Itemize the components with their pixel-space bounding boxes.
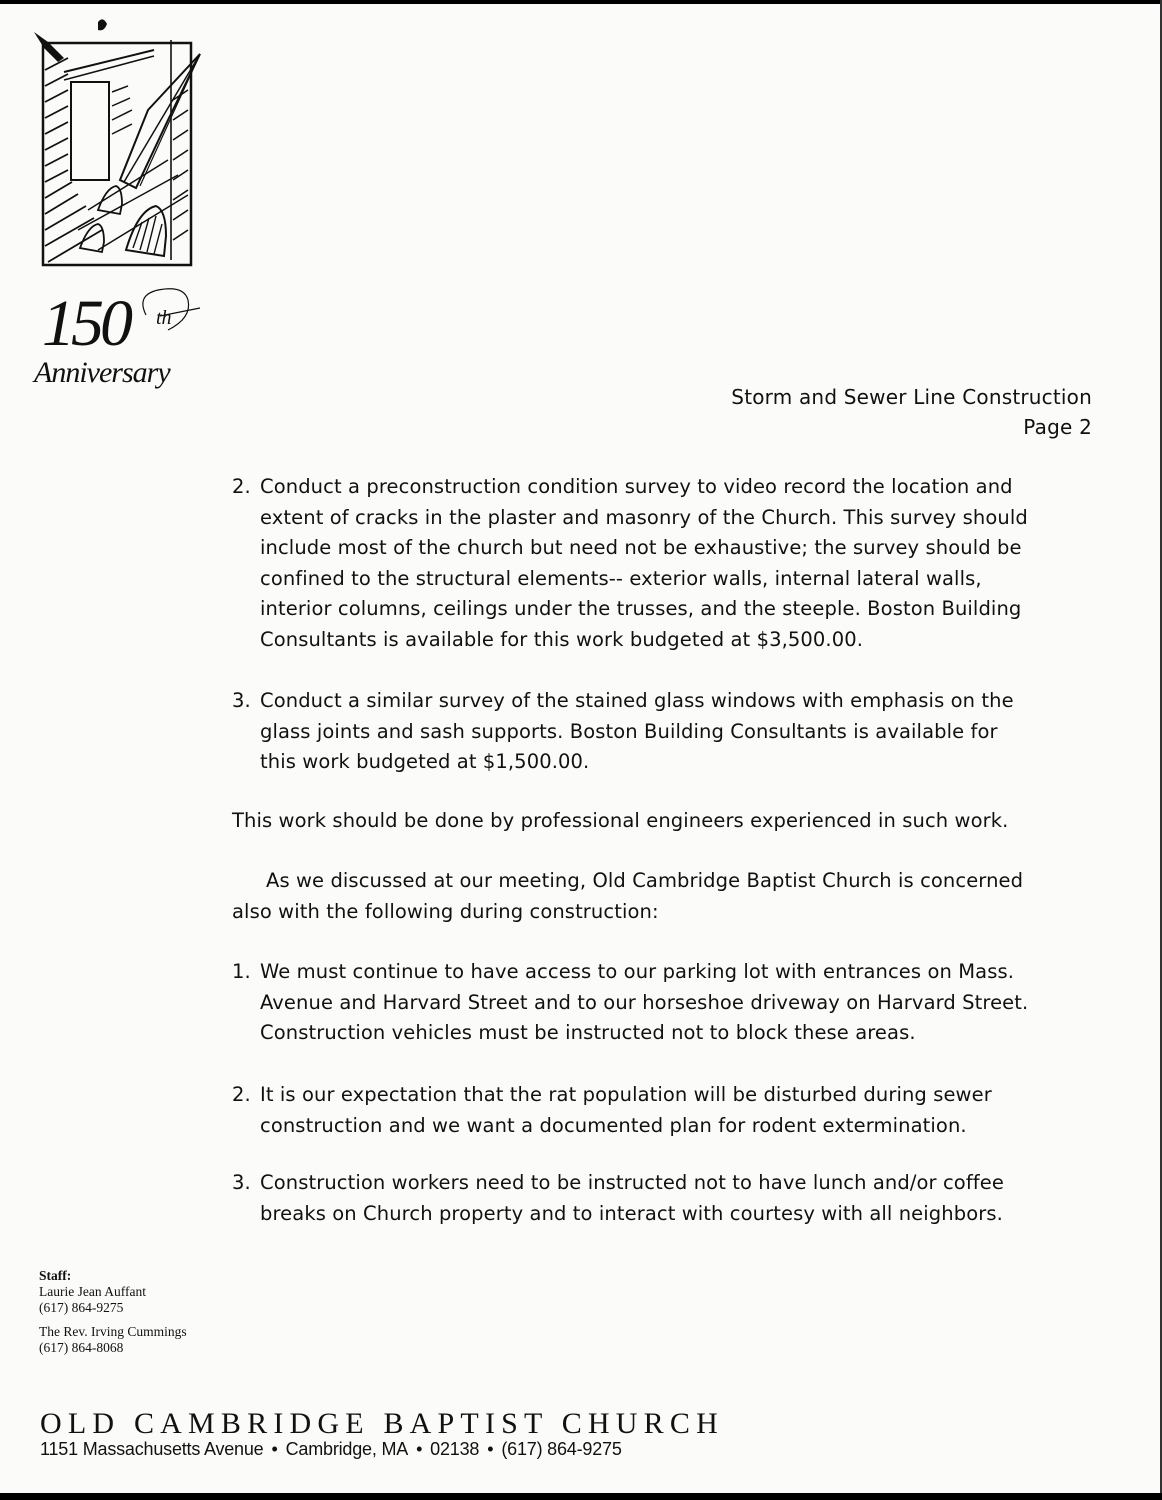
text-line: extent of cracks in the plaster and masonry of the Church. This survey should — [260, 505, 1028, 529]
letterhead-footer — [40, 1409, 724, 1459]
text-line: It is our expectation that the rat population will be disturbed during sewer — [260, 1083, 992, 1106]
text-line: glass joints and sash supports. Boston Building Consultants is available for — [260, 719, 998, 743]
concern-item — [232, 1080, 1112, 1141]
staff-label: Staff: — [39, 1268, 72, 1283]
church-steeple-illustration-icon — [28, 10, 208, 390]
letter-subject: Storm and Sewer Line Construction — [731, 385, 1092, 409]
staff-name: Laurie Jean Auffant — [39, 1284, 146, 1299]
text-line: include most of the church but need not be exhaustive; the survey should be — [260, 536, 1022, 559]
text-line: also with the following during construction: — [232, 899, 659, 923]
item-number: 1. — [232, 960, 251, 983]
concern-item — [232, 957, 1112, 1049]
text-line: this work budgeted at $1,500.00. — [260, 750, 590, 773]
scan-top-border — [0, 0, 1162, 4]
text-line: Construction vehicles must be instructed not to block these areas. — [260, 1021, 916, 1044]
survey-item — [232, 472, 1112, 655]
svg-text:th: th — [156, 307, 172, 329]
organization-name: OLD CAMBRIDGE BAPTIST CHURCH — [40, 1407, 724, 1440]
staff-phone: (617) 864-9275 — [39, 1300, 124, 1315]
survey-item — [232, 686, 1112, 778]
text-line: This work should be done by professional engineers experienced in such work. — [232, 809, 1009, 832]
concern-intro — [232, 866, 1112, 927]
text-line: Construction workers need to be instructed not to have lunch and/or coffee — [260, 1171, 1004, 1194]
scan-bottom-border — [0, 1493, 1162, 1500]
zip-code: 02138 — [430, 1439, 480, 1459]
anniversary-number-text: 150 — [42, 287, 129, 360]
text-line: Avenue and Harvard Street and to our horseshoe driveway on Harvard Street. — [260, 990, 1029, 1014]
item-number: 2. — [232, 475, 251, 498]
street-address: 1151 Massachusetts Avenue — [40, 1439, 264, 1459]
text-line: Conduct a similar survey of the stained glass windows with emphasis on the — [260, 689, 1014, 712]
staff-name: The Rev. Irving Cummings — [39, 1324, 187, 1339]
page-number: Page 2 — [1023, 415, 1092, 439]
item-number: 2. — [232, 1083, 251, 1106]
separator: • — [487, 1439, 494, 1459]
staff-phone: (617) 864-8068 — [39, 1340, 124, 1355]
anniversary-word-text: Anniversary — [34, 356, 170, 389]
text-line: As we discussed at our meeting, Old Cambridge Baptist Church is concerned — [266, 869, 1024, 892]
text-line: Consultants is available for this work budgeted at $3,500.00. — [260, 627, 864, 651]
separator: • — [271, 1439, 278, 1459]
text-line: interior columns, ceilings under the trusses, and the steeple. Boston Building — [260, 597, 1022, 620]
item-number: 3. — [232, 689, 251, 712]
separator: • — [416, 1439, 423, 1459]
page-header — [731, 382, 1092, 442]
city-state: Cambridge, MA — [285, 1439, 409, 1459]
phone-number: (617) 864-9275 — [501, 1439, 622, 1459]
concern-item — [232, 1168, 1112, 1229]
text-line: confined to the structural elements-- exterior walls, internal lateral walls, — [260, 566, 982, 590]
text-line: We must continue to have access to our parking lot with entrances on Mass. — [260, 960, 1015, 983]
staff-block — [39, 1268, 187, 1356]
organization-address — [40, 1439, 724, 1459]
anniversary-logo — [28, 10, 208, 390]
text-line: breaks on Church property and to interact with courtesy with all neighbors. — [260, 1201, 1003, 1225]
professional-note — [232, 806, 1112, 837]
text-line: construction and we want a documented plan for rodent extermination. — [260, 1113, 967, 1137]
text-line: Conduct a preconstruction condition survey to video record the location and — [260, 475, 1013, 498]
item-number: 3. — [232, 1171, 251, 1194]
